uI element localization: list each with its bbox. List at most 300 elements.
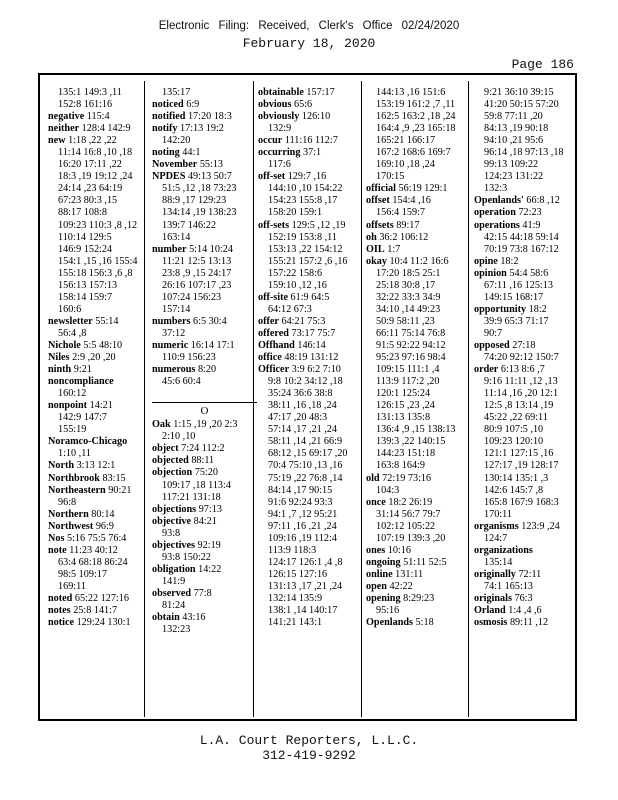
page-line-refs: 39:9 65:3 71:17 <box>484 315 549 327</box>
page-line-refs: 64:12 67:3 <box>268 303 312 315</box>
index-continuation <box>474 87 579 99</box>
index-term: operations <box>474 219 520 231</box>
index-continuation <box>152 376 257 388</box>
page-line-refs: 41:20 50:15 57:20 <box>484 99 559 111</box>
page-line-refs: 55:13 <box>199 159 224 171</box>
index-continuation <box>48 244 153 256</box>
index-entry <box>48 593 153 605</box>
index-entry <box>474 268 579 280</box>
page-line-refs: 1:7 <box>387 243 401 255</box>
index-term: off-site <box>258 291 288 303</box>
index-term: opine <box>474 255 498 267</box>
index-entry <box>48 617 153 629</box>
reporter-phone: 312-419-9292 <box>262 748 356 763</box>
page-line-refs: 77:8 <box>193 587 212 599</box>
index-entry <box>474 256 579 268</box>
index-continuation <box>152 232 257 244</box>
page-line-refs: 135:1 149:3 ,11 <box>58 87 122 98</box>
index-entry <box>474 617 579 629</box>
page-line-refs: 56:4 ,8 <box>58 327 87 339</box>
page-line-refs: 124:7 <box>484 532 508 544</box>
index-entry <box>366 581 471 593</box>
page-line-refs: 96:8 <box>58 496 77 508</box>
index-continuation <box>48 581 153 593</box>
page-line-refs: 163:8 164:9 <box>376 460 425 472</box>
page-line-refs: 141:21 143:1 <box>268 617 323 629</box>
page-line-refs: 90:7 <box>484 327 503 339</box>
index-continuation <box>152 135 257 147</box>
index-term: objections <box>152 503 197 515</box>
index-entry <box>48 352 153 364</box>
index-continuation <box>152 87 257 99</box>
page-line-refs: 80:14 <box>91 508 115 520</box>
page-line-refs: 37:12 <box>162 327 186 339</box>
index-term: Offhand <box>258 339 295 351</box>
index-entry <box>48 400 153 412</box>
page-line-refs: 91:6 92:24 93:3 <box>268 496 333 508</box>
page-line-refs: 163:14 <box>162 231 191 243</box>
index-entry <box>366 183 471 195</box>
page-line-refs: 132:23 <box>162 624 191 636</box>
page-line-refs: 76:3 <box>514 592 533 604</box>
index-continuation <box>258 460 363 472</box>
page-line-refs: 18:2 <box>528 303 547 315</box>
index-continuation <box>48 497 153 509</box>
index-column-2 <box>152 87 257 717</box>
page-line-refs: 81:24 <box>162 599 186 611</box>
index-continuation <box>366 533 471 545</box>
index-continuation <box>258 485 363 497</box>
page-line-refs: 25:8 141:7 <box>73 605 118 617</box>
index-term: occurring <box>258 147 301 159</box>
page-line-refs: 139:7 146:22 <box>162 219 217 231</box>
word-index-box <box>38 73 577 721</box>
page-line-refs: 92:19 <box>197 539 221 551</box>
page-line-refs: 107:24 156:23 <box>162 291 222 303</box>
page-line-refs: 50:9 58:11 ,23 <box>376 315 435 327</box>
index-continuation <box>152 256 257 268</box>
index-continuation <box>152 388 257 400</box>
page-line-refs: 70:19 73:8 167:12 <box>484 243 559 255</box>
index-entry <box>258 352 363 364</box>
index-continuation <box>258 388 363 400</box>
index-continuation <box>258 605 363 617</box>
index-column-4 <box>366 87 471 717</box>
index-entry <box>474 545 579 557</box>
page-line-refs: 17:20 18:5 25:1 <box>376 267 441 279</box>
index-entry <box>474 207 579 219</box>
page-line-refs: 167:2 168:6 169:7 <box>376 147 451 159</box>
index-entry <box>258 328 363 340</box>
page-line-refs: 11:14 16:8 ,10 ,18 <box>58 147 133 159</box>
index-entry <box>258 364 363 376</box>
index-term: observed <box>152 587 192 599</box>
index-term: Noramco-Chicago <box>48 436 128 448</box>
index-entry <box>48 473 153 485</box>
index-entry <box>258 316 363 328</box>
index-continuation <box>48 183 153 195</box>
index-continuation <box>258 545 363 557</box>
index-term: neither <box>48 123 80 135</box>
index-continuation <box>48 87 153 99</box>
index-continuation <box>152 183 257 195</box>
page-line-refs: 61:9 64:5 <box>290 291 330 303</box>
page-line-refs: 113:9 117:2 ,20 <box>376 376 440 388</box>
index-continuation <box>366 376 471 388</box>
page-line-refs: 89:17 <box>396 219 420 231</box>
page-line-refs: 1:15 ,19 ,20 2:3 <box>173 419 238 431</box>
page-line-refs: 27:18 <box>512 339 536 351</box>
index-entry <box>48 509 153 521</box>
index-term: okay <box>366 255 387 267</box>
index-continuation <box>474 557 579 569</box>
page-line-refs: 158:14 159:7 <box>58 291 113 303</box>
page-line-refs: 126:10 <box>301 111 331 123</box>
index-term: online <box>366 568 393 580</box>
index-entry <box>258 340 363 352</box>
index-continuation <box>152 268 257 280</box>
page-line-refs: 6:9 <box>186 99 200 111</box>
page-line-refs: 84:13 ,19 90:18 <box>484 123 549 135</box>
index-continuation <box>258 569 363 581</box>
page-line-refs: 5:18 <box>415 617 434 629</box>
index-entry <box>48 533 153 545</box>
index-continuation <box>48 195 153 207</box>
index-entry <box>152 419 257 431</box>
index-term: objective <box>152 515 192 527</box>
index-continuation <box>48 304 153 316</box>
index-term: noted <box>48 592 73 604</box>
index-term: occur <box>258 135 283 147</box>
index-term: notice <box>48 617 75 629</box>
page-line-refs: 109:15 111:1 ,4 <box>376 364 440 376</box>
index-term: offsets <box>366 219 394 231</box>
index-continuation <box>366 485 471 497</box>
page-line-refs: 170:11 <box>484 508 512 520</box>
page-line-refs: 34:10 ,14 49:23 <box>376 303 441 315</box>
page-line-refs: 123:9 ,24 <box>521 520 560 532</box>
index-term: Northbrook <box>48 472 100 484</box>
page-line-refs: 113:9 118:3 <box>268 544 317 556</box>
index-entry <box>48 135 153 147</box>
page-line-refs: 117:21 131:18 <box>162 491 221 503</box>
page-line-refs: 67:11 ,16 125:13 <box>484 279 553 291</box>
page-line-refs: 45:22 ,22 69:11 <box>484 412 548 424</box>
page-line-refs: 95:23 97:16 98:4 <box>376 352 446 364</box>
page-line-refs: 1:10 ,11 <box>58 448 92 460</box>
index-continuation <box>258 195 363 207</box>
index-continuation <box>258 207 363 219</box>
page-line-refs: 18:2 <box>500 255 519 267</box>
index-term: numerous <box>152 364 196 376</box>
index-entry <box>48 316 153 328</box>
index-entry <box>152 159 257 171</box>
index-entry <box>152 147 257 159</box>
page-line-refs: 99:13 109:22 <box>484 159 539 171</box>
index-continuation <box>366 340 471 352</box>
index-entry <box>474 220 579 232</box>
page-line-refs: 115:4 <box>86 111 110 123</box>
page-line-refs: 144:23 151:18 <box>376 448 436 460</box>
index-entry <box>366 232 471 244</box>
index-continuation <box>48 328 153 340</box>
page-number: Page 186 <box>511 57 574 72</box>
page-line-refs: 42:22 <box>389 580 413 592</box>
index-entry <box>258 171 363 183</box>
index-continuation <box>48 292 153 304</box>
page-line-refs: 51:11 52:5 <box>403 556 447 568</box>
index-continuation <box>474 99 579 111</box>
index-entry <box>152 455 257 467</box>
index-continuation <box>258 557 363 569</box>
index-continuation <box>366 400 471 412</box>
page-line-refs: 102:12 105:22 <box>376 520 436 532</box>
page-line-refs: 73:17 75:7 <box>291 327 336 339</box>
page-line-refs: 3:9 6:2 7:10 <box>291 364 341 376</box>
page-line-refs: 72:23 <box>518 207 542 219</box>
page-line-refs: 141:9 <box>162 575 186 587</box>
index-term: Niles <box>48 352 70 364</box>
page-line-refs: 5:5 48:10 <box>83 339 123 351</box>
page-line-refs: 104:3 <box>376 484 400 496</box>
index-continuation <box>258 448 363 460</box>
index-entry <box>48 376 153 388</box>
index-column-1 <box>48 87 153 717</box>
page-line-refs: 57:14 ,17 ,21 ,24 <box>268 424 338 436</box>
index-entry <box>366 557 471 569</box>
index-term: numbers <box>152 315 191 327</box>
index-term: newsletter <box>48 315 93 327</box>
page-line-refs: 8:29:23 <box>403 592 435 604</box>
page-line-refs: 67:23 80:3 ,15 <box>58 195 118 207</box>
index-continuation <box>474 412 579 424</box>
index-continuation <box>152 552 257 564</box>
page-line-refs: 152:19 153:8 ,11 <box>268 231 337 243</box>
index-entry <box>152 443 257 455</box>
index-entry <box>48 605 153 617</box>
page-line-refs: 17:13 19:2 <box>180 123 224 135</box>
index-continuation <box>152 328 257 340</box>
page-line-refs: 93:8 150:22 <box>162 551 211 563</box>
page-line-refs: 131:11 <box>395 568 424 580</box>
index-entry <box>366 256 471 268</box>
page-line-refs: 42:15 44:18 59:14 <box>484 231 559 243</box>
index-continuation <box>152 292 257 304</box>
index-term: noticed <box>152 99 184 111</box>
page-line-refs: 124:17 126:1 ,4 ,8 <box>268 556 343 568</box>
index-term: open <box>366 580 387 592</box>
page-line-refs: 44:1 <box>182 147 201 159</box>
index-continuation <box>152 492 257 504</box>
index-term: obligation <box>152 563 196 575</box>
index-term: obtain <box>152 612 180 624</box>
page-line-refs: 170:15 <box>376 171 405 183</box>
index-term: Northern <box>48 508 89 520</box>
page-line-refs: 154:23 155:8 ,17 <box>268 195 338 207</box>
page-line-refs: 48:19 131:12 <box>284 352 339 364</box>
page-line-refs: 110:14 129:5 <box>58 231 112 243</box>
index-term: NPDES <box>152 171 186 183</box>
index-continuation <box>366 111 471 123</box>
index-continuation <box>258 593 363 605</box>
page-line-refs: 55:14 <box>95 315 119 327</box>
index-term: oh <box>366 231 377 243</box>
index-continuation <box>258 183 363 195</box>
index-continuation <box>474 316 579 328</box>
page-line-refs: 75:19 ,22 76:8 ,14 <box>268 472 343 484</box>
page-line-refs: 142:6 145:7 ,8 <box>484 484 544 496</box>
index-continuation <box>152 431 257 443</box>
index-continuation <box>258 244 363 256</box>
index-term: Oak <box>152 419 171 431</box>
page-line-refs: 7:24 112:2 <box>181 443 225 455</box>
index-term: opposed <box>474 339 510 351</box>
page-line-refs: 144:10 ,10 154:22 <box>268 183 343 195</box>
page-line-refs: 97:13 <box>198 503 222 515</box>
page-line-refs: 135:17 <box>162 87 191 98</box>
index-entry <box>152 564 257 576</box>
index-entry <box>152 516 257 528</box>
index-continuation <box>366 292 471 304</box>
page-line-refs: 109:17 ,18 113:4 <box>162 479 231 491</box>
page-line-refs: 124:23 131:22 <box>484 171 544 183</box>
index-continuation <box>474 171 579 183</box>
page-line-refs: 12:5 ,8 13:14 ,19 <box>484 400 554 412</box>
index-continuation <box>474 147 579 159</box>
page-line-refs: 56:19 129:1 <box>398 183 448 195</box>
index-continuation <box>366 123 471 135</box>
index-continuation <box>474 448 579 460</box>
page-line-refs: 126:15 127:16 <box>268 568 328 580</box>
page-line-refs: 66:11 75:14 76:8 <box>376 327 446 339</box>
index-entry <box>48 111 153 123</box>
index-continuation <box>48 280 153 292</box>
page-line-refs: 47:17 ,20 48:3 <box>268 412 328 424</box>
index-entry <box>474 340 579 352</box>
index-continuation <box>48 171 153 183</box>
index-continuation <box>48 147 153 159</box>
index-term: opening <box>366 592 401 604</box>
index-term: obviously <box>258 111 300 123</box>
index-entry <box>258 135 363 147</box>
section-letter: O <box>152 402 257 417</box>
page-line-refs: 9:16 11:11 ,12 ,13 <box>484 376 558 388</box>
page-line-refs: 9:21 36:10 39:15 <box>484 87 554 98</box>
page-line-refs: 160:6 <box>58 303 82 315</box>
page-line-refs: 109:23 120:10 <box>484 436 544 448</box>
index-term: numeric <box>152 339 189 351</box>
index-term: off-set <box>258 171 286 183</box>
index-term: North <box>48 460 75 472</box>
index-continuation <box>474 244 579 256</box>
page-line-refs: 84:21 <box>193 515 217 527</box>
index-entry <box>48 364 153 376</box>
index-continuation <box>366 87 471 99</box>
page-line-refs: 142:20 <box>162 135 191 147</box>
page-line-refs: 159:10 ,12 ,16 <box>268 279 327 291</box>
index-continuation <box>48 220 153 232</box>
index-term: operation <box>474 207 516 219</box>
index-term: organizations <box>474 544 533 556</box>
index-continuation <box>474 159 579 171</box>
page-line-refs: 132:9 <box>268 123 292 135</box>
index-term: Nos <box>48 532 65 544</box>
page-line-refs: 84:14 ,17 90:15 <box>268 484 333 496</box>
index-continuation <box>474 232 579 244</box>
page-line-refs: 117:6 <box>268 159 291 171</box>
page-line-refs: 160:12 <box>58 388 87 400</box>
index-term: objection <box>152 467 193 479</box>
page-line-refs: 156:4 159:7 <box>376 207 425 219</box>
page-line-refs: 157:17 <box>306 87 335 98</box>
index-term: OIL <box>366 243 385 255</box>
index-continuation <box>366 436 471 448</box>
index-entry <box>366 617 471 629</box>
index-entry <box>366 545 471 557</box>
page-line-refs: 11:21 12:5 13:13 <box>162 255 232 267</box>
page-line-refs: 11:23 40:12 <box>69 544 118 556</box>
index-continuation <box>258 424 363 436</box>
page-line-refs: 165:8 167:9 168:3 <box>484 496 559 508</box>
index-term: old <box>366 472 380 484</box>
page-line-refs: 157:14 <box>162 303 191 315</box>
page-line-refs: 165:21 166:17 <box>376 135 436 147</box>
index-term: originally <box>474 568 516 580</box>
page-line-refs: 169:11 <box>58 580 86 592</box>
index-entry <box>366 244 471 256</box>
page-line-refs: 10:4 11:2 16:6 <box>389 255 449 267</box>
page-line-refs: 18:3 ,19 19:12 ,24 <box>58 171 133 183</box>
index-term: osmosis <box>474 617 508 629</box>
column-divider <box>361 81 362 717</box>
page-line-refs: 51:5 ,12 ,18 73:23 <box>162 183 237 195</box>
page-line-refs: 80:9 107:5 ,10 <box>484 424 544 436</box>
index-continuation <box>48 448 153 460</box>
index-term: noting <box>152 147 180 159</box>
page-line-refs: 65:22 127:16 <box>74 592 129 604</box>
index-continuation <box>258 581 363 593</box>
index-continuation <box>258 436 363 448</box>
page-line-refs: 126:15 ,23 ,24 <box>376 400 435 412</box>
page-line-refs: 16:14 17:1 <box>190 339 235 351</box>
page-line-refs: 155:21 157:2 ,6 ,16 <box>268 255 348 267</box>
page-line-refs: 94:1 ,7 ,12 95:21 <box>268 508 338 520</box>
page-line-refs: 24:14 ,23 64:19 <box>58 183 123 195</box>
index-entry <box>152 111 257 123</box>
index-continuation <box>474 400 579 412</box>
page-line-refs: 96:14 ,18 97:13 ,18 <box>484 147 564 159</box>
index-continuation <box>366 424 471 436</box>
page-line-refs: 139:3 ,22 140:15 <box>376 436 446 448</box>
page-line-refs: 90:21 <box>108 484 132 496</box>
index-continuation <box>366 388 471 400</box>
index-continuation <box>258 497 363 509</box>
index-entry <box>474 364 579 376</box>
index-continuation <box>48 412 153 424</box>
page-line-refs: 129:5 ,12 ,19 <box>291 219 346 231</box>
reporter-name: L.A. Court Reporters, L.L.C. <box>199 733 419 748</box>
index-continuation <box>48 207 153 219</box>
index-continuation <box>366 412 471 424</box>
index-entry <box>152 364 257 376</box>
index-continuation <box>366 448 471 460</box>
page-line-refs: 72:11 <box>518 568 542 580</box>
index-continuation <box>474 328 579 340</box>
page-line-refs: 3:13 12:1 <box>76 460 116 472</box>
page-line-refs: 146:9 152:24 <box>58 243 113 255</box>
index-term: Orland <box>474 605 506 617</box>
index-entry <box>258 220 363 232</box>
